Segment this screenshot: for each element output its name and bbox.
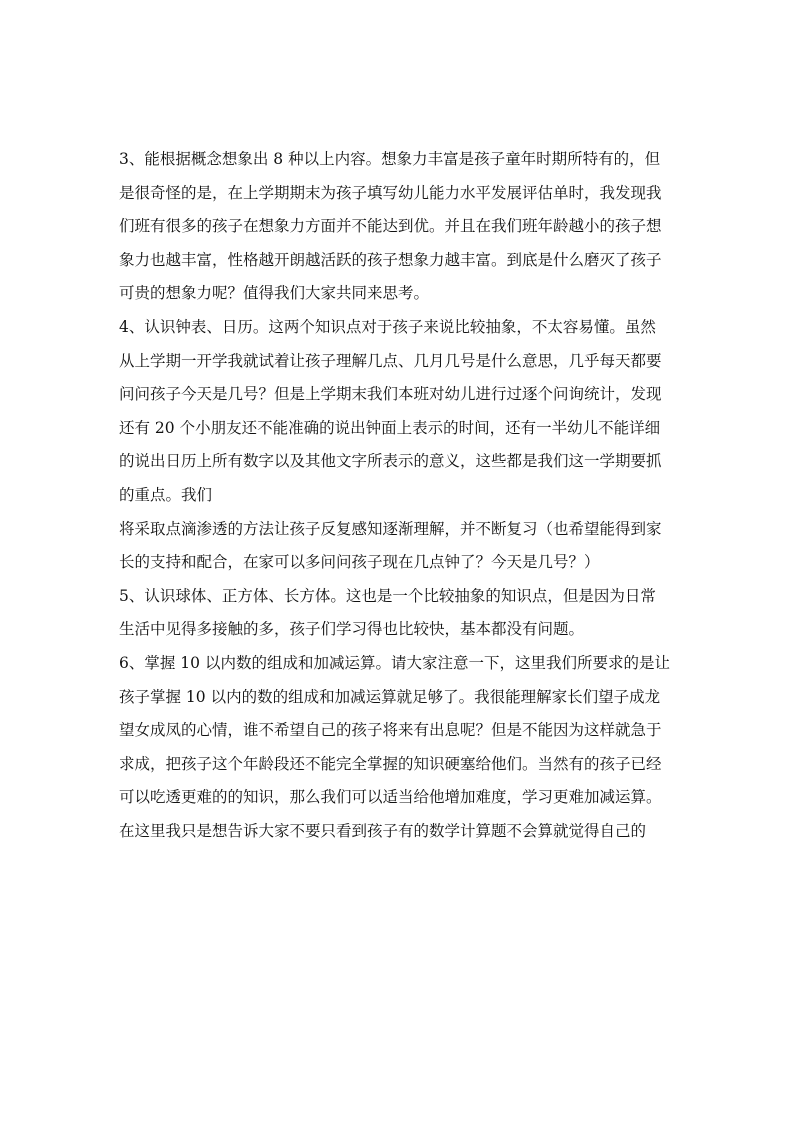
text-line: 5、认识球体、正方体、长方体。这也是一个比较抽象的知识点，但是因为日常 xyxy=(119,586,656,605)
text-line: 还有 20 个小朋友还不能准确的说出钟面上表示的时间，还有一半幼儿不能详细 xyxy=(119,418,661,437)
text-line: 问问孩子今天是几号？但是上学期末我们本班对幼儿进行过逐个问询统计，发现 xyxy=(119,385,662,404)
text-line: 在这里我只是想告诉大家不要只看到孩子有的数学计算题不会算就觉得自己的 xyxy=(119,821,647,840)
text-line: 是很奇怪的是，在上学期期末为孩子填写幼儿能力水平发展评估单时，我发现我 xyxy=(119,183,662,202)
text-line: 象力也越丰富，性格越开朗越活跃的孩子想象力越丰富。到底是什么磨灭了孩子 xyxy=(119,250,662,269)
text-line: 的说出日历上所有数字以及其他文字所表示的意义，这些都是我们这一学期要抓 xyxy=(119,452,662,471)
text-line: 3、能根据概念想象出 8 种以上内容。想象力丰富是孩子童年时期所特有的，但 xyxy=(119,150,661,168)
text-line: 长的支持和配合，在家可以多问问孩子现在几点钟了？今天是几号？） xyxy=(119,553,600,572)
text-line: 求成，把孩子这个年龄段还不能完全掌握的知识硬塞给他们。当然有的孩子已经 xyxy=(119,754,662,773)
text-line: 可贵的想象力呢？值得我们大家共同来思考。 xyxy=(119,284,430,303)
text-line: 孩子掌握 10 以内的数的组成和加减运算就足够了。我很能理解家长们望子成龙 xyxy=(119,687,661,706)
text-line: 望女成凤的心情，谁不希望自己的孩子将来有出息呢？但是不能因为这样就急于 xyxy=(119,721,662,740)
text-line: 们班有很多的孩子在想象力方面并不能达到优。并且在我们班年龄越小的孩子想 xyxy=(119,217,662,236)
document-body xyxy=(119,143,683,848)
text-line: 生活中见得多接触的多，孩子们学习得也比较快，基本都没有问题。 xyxy=(119,620,585,639)
text-line: 6、掌握 10 以内数的组成和加减运算。请大家注意一下，这里我们所要求的是让 xyxy=(119,653,670,672)
text-line: 将采取点滴渗透的方法让孩子反复感知逐渐理解，并不断复习（也希望能得到家 xyxy=(119,519,662,538)
text-line: 从上学期一开学我就试着让孩子理解几点、几月几号是什么意思，几乎每天都要 xyxy=(119,351,662,370)
text-line: 可以吃透更难的的知识，那么我们可以适当给他增加难度，学习更难加减运算。 xyxy=(119,788,662,807)
text-line: 的重点。我们 xyxy=(119,485,213,504)
text-line: 4、认识钟表、日历。这两个知识点对于孩子来说比较抽象，不太容易懂。虽然 xyxy=(119,317,656,336)
